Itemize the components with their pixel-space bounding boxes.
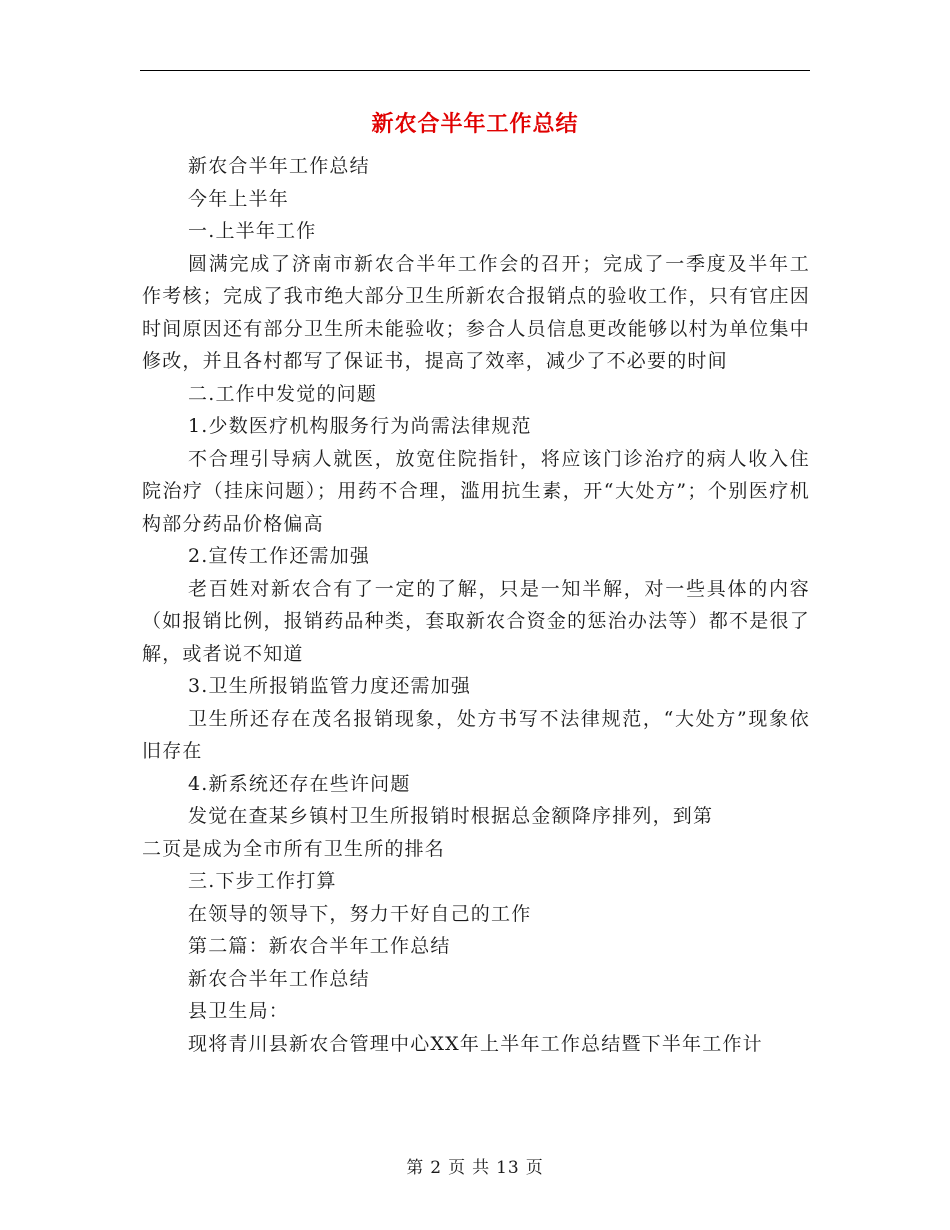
paragraph: 今年上半年: [188, 187, 290, 210]
subsection-heading: 4.新系统还存在些许问题: [188, 772, 411, 795]
footer-total-pages: 13: [496, 1158, 520, 1178]
header-rule: [140, 70, 810, 71]
footer-total-word: 共: [472, 1158, 491, 1178]
footer-suffix: 页: [525, 1158, 544, 1178]
paragraph: 现将青川县新农合管理中心XX年上半年工作总结暨下半年工作计: [188, 1032, 763, 1055]
paragraph: 新农合半年工作总结: [188, 967, 370, 990]
footer-prefix: 第: [406, 1158, 425, 1178]
paragraph: 圆满完成了济南市新农合半年工作会的召开；完成了一季度及半年工作考核；完成了我市绝大部分卫生所新农合报销点的验收工作，只有官庄因时间原因还有部分卫生所未能验收；参合人员信息更改能够以村为单位集中修改，并且各村都写了保证书，提高了效率，减少了不必要的时间: [142, 252, 810, 372]
subsection-heading: 3.卫生所报销监管力度还需加强: [188, 675, 472, 697]
paragraph: 卫生所还存在茂名报销现象，处方书写不法律规范，“大处方”现象依旧存在: [142, 707, 810, 762]
salutation: 县卫生局：: [188, 1000, 290, 1022]
footer-page-number: 2: [430, 1158, 443, 1178]
subsection-heading: 2.宣传工作还需加强: [188, 545, 371, 567]
section-heading: 一.上半年工作: [188, 220, 317, 242]
paragraph: 新农合半年工作总结: [188, 155, 370, 177]
document-title: 新农合半年工作总结: [371, 111, 579, 137]
section-heading: 三.下步工作打算: [188, 870, 337, 892]
subsection-heading: 1.少数医疗机构服务行为尚需法律规范: [188, 415, 532, 437]
part-heading: 第二篇：新农合半年工作总结: [188, 935, 451, 957]
document-body: [142, 150, 810, 1060]
paragraph: 发觉在查某乡镇村卫生所报销时根据总金额降序排列，到第: [188, 805, 714, 827]
paragraph: 不合理引导病人就医，放宽住院指针，将应该门诊治疗的病人收入住院治疗（挂床问题）；用药不合理，滥用抗生素，开“大处方”；个别医疗机构部分药品价格偏高: [142, 447, 810, 535]
section-heading: 二.工作中发觉的问题: [188, 382, 378, 405]
page-footer: [0, 1153, 950, 1178]
footer-page-word: 页: [448, 1158, 467, 1178]
paragraph: 在领导的领导下，努力干好自己的工作: [188, 902, 532, 925]
paragraph: 二页是成为全市所有卫生所的排名: [142, 837, 446, 860]
paragraph: 老百姓对新农合有了一定的了解，只是一知半解，对一些具体的内容（如报销比例，报销药品种类，套取新农合资金的惩治办法等）都不是很了解，或者说不知道: [142, 577, 810, 665]
